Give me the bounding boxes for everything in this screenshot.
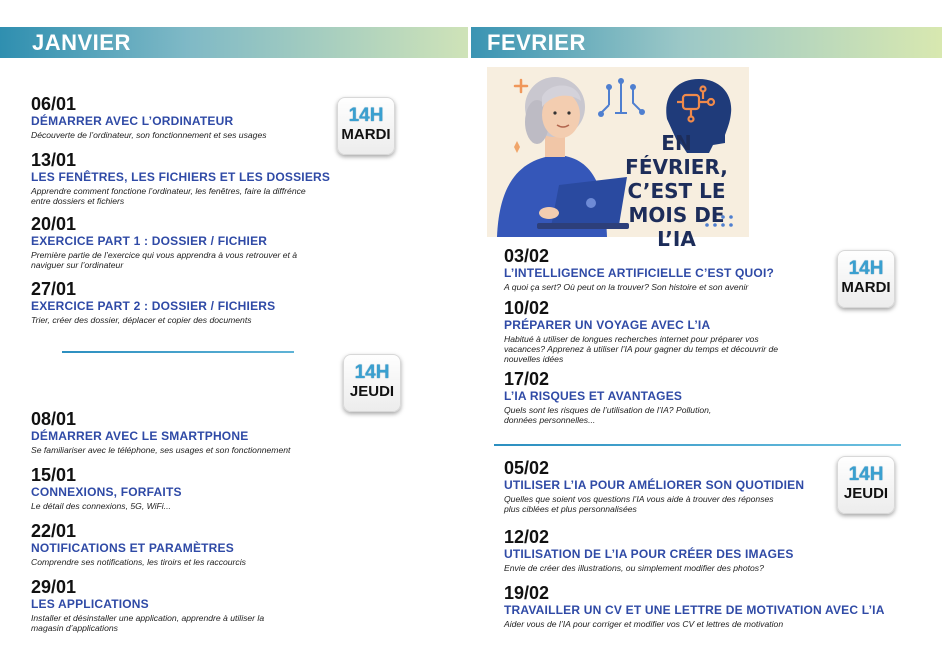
event-fevrier-4 [504,459,804,514]
event-description: Quelles que soient vos questions l’IA vous aide à trouver des réponses plus ciblées et plus personnalisées [504,494,774,514]
badge-time: 14H [848,464,884,485]
event-title: NOTIFICATIONS ET PARAMÈTRES [31,541,234,555]
event-date: 27/01 [31,279,77,299]
event-description: Le détail des connexions, 5G, WiFi... [31,501,171,511]
event-date: 19/02 [504,583,550,603]
event-date: 29/01 [31,577,77,597]
event-date: 22/01 [31,521,77,541]
event-description: Première partie de l’exercice qui vous apprendra à vous retrouver et à naviguer sur l’ordinateur [31,250,298,270]
event-date: 06/01 [31,94,77,114]
event-description: Apprendre comment fonctione l’ordinateur, les fenêtres, faire la diffrénce entre dossiers et fichiers [31,186,306,206]
event-title: CONNEXIONS, FORFAITS [31,485,182,499]
event-title: PRÉPARER UN VOYAGE AVEC L’IA [504,318,711,332]
event-fevrier-6 [504,584,885,629]
event-date: 05/02 [504,458,550,478]
event-date: 03/02 [504,246,550,266]
event-fevrier-2 [504,299,779,364]
badge-fevrier-jeudi [837,456,895,514]
badge-day: JEUDI [349,383,395,400]
illustration-headline: EN FÉVRIER, C’EST LE MOIS DE L’IA [625,131,728,251]
event-date: 17/02 [504,369,550,389]
month-title-fevrier: FEVRIER [487,30,586,55]
event-janvier-6 [31,466,331,511]
event-title: DÉMARRER AVEC LE SMARTPHONE [31,429,249,443]
event-title: EXERCICE PART 2 : DOSSIER / FICHIERS [31,299,276,313]
badge-day: JEUDI [843,485,889,502]
event-description: Quels sont les risques de l’utilisation de l’IA? Pollution, données personnelles... [504,405,712,425]
event-title: LES APPLICATIONS [31,597,149,611]
month-title-janvier: JANVIER [32,30,131,55]
event-janvier-4 [31,280,311,325]
badge-janvier-jeudi [343,354,401,412]
event-janvier-3 [31,215,301,270]
event-date: 12/02 [504,527,550,547]
month-band-janvier [0,27,468,58]
ia-illustration [487,67,749,251]
separator-janvier [62,351,294,353]
event-title: UTILISATION DE L’IA POUR CRÉER DES IMAGES [504,547,794,561]
event-title: UTILISER L’IA POUR AMÉLIORER SON QUOTIDIEN [504,478,805,492]
event-title: DÉMARRER AVEC L’ORDINATEUR [31,114,234,128]
event-title: L’INTELLIGENCE ARTIFICIELLE C’EST QUOI? [504,266,775,280]
badge-day: MARDI [841,279,891,296]
event-date: 20/01 [31,214,77,234]
event-description: Se familiariser avec le téléphone, ses usages et son fonctionnement [31,445,291,455]
event-description: Aider vous de l’IA pour corriger et modifier vos CV et lettres de motivation [504,619,784,629]
event-description: A quoi ça sert? Où peut on la trouver? Son histoire et son avenir [504,282,749,292]
event-title: TRAVAILLER UN CV ET UNE LETTRE DE MOTIVATION AVEC L’IA [504,603,885,617]
sparkle-icon [514,141,520,153]
plus-icon [515,80,527,92]
event-janvier-8 [31,578,296,633]
event-description: Installer et désinstaller une application, apprendre à utiliser la magasin d’applications [31,613,265,633]
month-band-fevrier [471,27,942,58]
event-description: Habitué à utiliser de longues recherches internet pour préparer vos vacances? Apprenez à utiliser l’IA pour gagner du temps et découvrir de nouvelles idées [504,334,779,364]
event-title: EXERCICE PART 1 : DOSSIER / FICHIER [31,234,268,248]
event-date: 08/01 [31,409,77,429]
badge-fevrier-mardi [837,250,895,308]
event-date: 15/01 [31,465,77,485]
event-janvier-5 [31,410,331,455]
badge-time: 14H [354,362,390,383]
event-description: Découverte de l’ordinateur, son fonctionnement et ses usages [31,130,267,140]
separator-fevrier [494,444,901,446]
event-janvier-1 [31,95,311,140]
event-janvier-2 [31,151,330,206]
event-date: 13/01 [31,150,77,170]
badge-janvier-mardi [337,97,395,155]
event-fevrier-3 [504,370,719,425]
event-description: Envie de créer des illustrations, ou simplement modifier des photos? [504,563,764,573]
event-janvier-7 [31,522,331,567]
event-fevrier-1 [504,247,804,292]
event-description: Trier, créer des dossier, déplacer et copier des documents [31,315,252,325]
badge-day: MARDI [341,126,391,143]
event-date: 10/02 [504,298,550,318]
event-description: Comprendre ses notifications, les tiroirs et les raccourcis [31,557,246,567]
badge-time: 14H [848,258,884,279]
event-fevrier-5 [504,528,804,573]
event-title: L’IA RISQUES ET AVANTAGES [504,389,683,403]
badge-time: 14H [348,105,384,126]
event-title: LES FENÊTRES, LES FICHIERS ET LES DOSSIERS [31,170,331,184]
